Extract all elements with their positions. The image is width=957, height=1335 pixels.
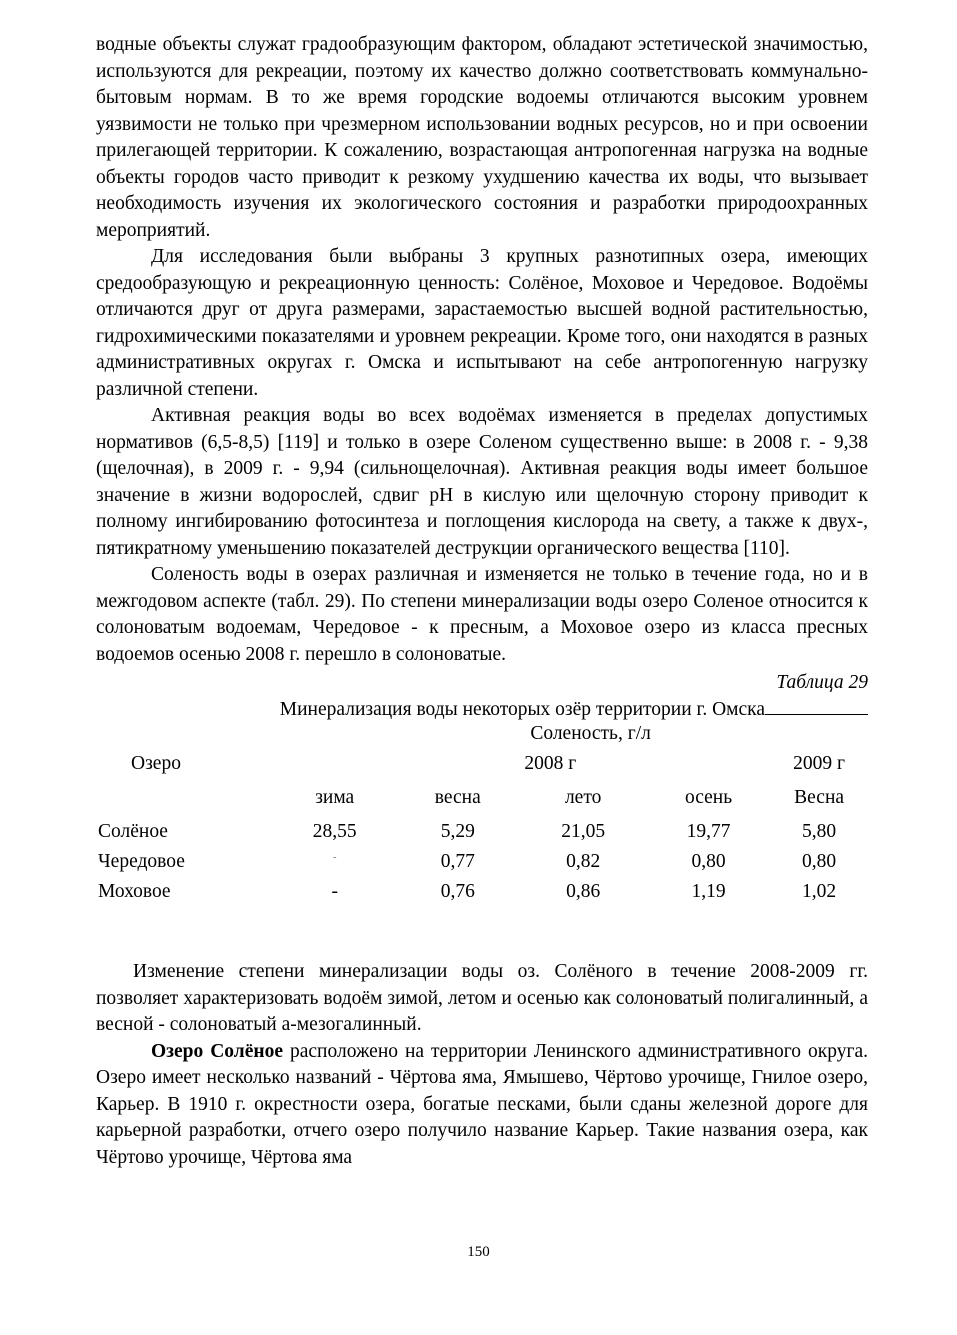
table-cell: - — [332, 851, 337, 863]
table-cell: 0,86 — [566, 881, 601, 902]
table-cell: 5,80 — [802, 821, 837, 842]
table-title-text: Минерализация воды некоторых озёр территории г. Омска — [279, 699, 765, 720]
table-caption: Таблица 29 — [776, 672, 868, 693]
paragraph-3: Активная реакция воды во всех водоёмах изменяется в пределах допустимых нормативов (6,5-8,5) [119] и только в озере Соленом существенно выше: в 2008 г. - 9,38 (щелочная), в 2009 г. - 9,94 (сильнощелочная). Активная реакция воды имеет большое значение в жизни водорослей, сдвиг pH в кислую или щелочную сторону приводит к полному ингибированию фотосинтеза и поглощения кислорода на свету, а также к двух-, пятикратному уменьшению показателей деструкции органического вещества [110]. — [96, 405, 868, 559]
table-cell: 0,76 — [440, 881, 475, 902]
salinity-header: Соленость, г/л — [530, 723, 651, 744]
table-cell: 0,77 — [440, 851, 475, 872]
table-row — [96, 881, 868, 911]
table-row — [96, 821, 868, 851]
page-number: 150 — [467, 1244, 490, 1260]
title-underline — [765, 696, 868, 715]
lake-name: Чередовое — [98, 851, 185, 872]
table-cell: 19,77 — [686, 821, 731, 842]
table-cell: 0,80 — [802, 851, 837, 872]
paragraph-5: Изменение степени минерализации воды оз. Солёного в течение 2008-2009 гг. позволяет характеризовать водоём зимой, летом и осенью как солоноватый полигалинный, а весной - солоноватый а-мезогалинный. — [96, 961, 868, 1035]
paragraph-6 — [96, 1039, 868, 1172]
lake-name: Солёное — [98, 821, 168, 842]
season-header: Весна — [794, 787, 845, 808]
season-header: осень — [685, 787, 733, 808]
document-page — [96, 32, 868, 1171]
year-2009-header: 2009 г — [793, 753, 846, 774]
table-row — [96, 851, 868, 881]
table-cell: 1,02 — [802, 881, 837, 902]
lake-column-header: Озеро — [131, 753, 181, 774]
paragraph-2: Для исследования были выбраны 3 крупных разнотипных озера, имеющих средообразующую и рекреационную ценность: Солёное, Моховое и Чередовое. Водоёмы отличаются друг от друга размерами, зарастаемостью высшей водной растительностью, гидрохимическими показателями и уровнем рекреации. Кроме того, они находятся в разных административных округах г. Омска и испытывают на себе антропогенную нагрузку различной степени. — [96, 246, 868, 400]
year-2008-header: 2008 г — [524, 753, 577, 774]
lake-heading-bold: Озеро Солёное — [151, 1040, 284, 1062]
paragraph-4: Соленость воды в озерах различная и изменяется не только в течение года, но и в межгодовом аспекте (табл. 29). По степени минерализации воды озеро Соленое относится к солоноватым водоемам, Чередовое - к пресным, а Моховое озеро из класса пресных водоемов осенью 2008 г. перешло в солоноватые. — [96, 564, 868, 665]
table-cell: 5,29 — [440, 821, 475, 842]
table-title — [96, 696, 868, 723]
table-cell: 0,82 — [566, 851, 601, 872]
table-cell: 0,80 — [691, 851, 726, 872]
table-cell: - — [331, 881, 338, 902]
mineralization-table — [96, 723, 868, 911]
paragraph-6-text: расположено на территории Ленинского административного округа. Озеро имеет несколько названий - Чёртова яма, Ямышево, Чёртово урочище, Гнилое озеро, Карьер. В 1910 г. окрестности озера, богатые песками, были сданы железной дороге для карьерной разработки, отчего озеро получило название Карьер. Такие названия озера, как Чёртово урочище, Чёртова яма — [96, 1040, 868, 1168]
season-header: лето — [564, 787, 602, 808]
lake-name: Моховое — [98, 881, 171, 902]
table-cell: 21,05 — [561, 821, 606, 842]
paragraph-1: водные объекты служат градообразующим фактором, обладают эстетической значимостью, используются для рекреации, поэтому их качество должно соответствовать коммунально-бытовым нормам. В то же время городские водоемы отличаются высоким уровнем уязвимости не только при чрезмерном использовании водных ресурсов, но и при освоении прилегающей территории. К сожалению, возрастающая антропогенная нагрузка на водные объекты городов часто приводит к резкому ухудшению качества их воды, что вызывает необходимость изучения их экологического состояния и разработки природоохранных мероприятий. — [96, 34, 868, 241]
table-cell: 28,55 — [312, 821, 357, 842]
table-cell: 1,19 — [691, 881, 726, 902]
season-header: весна — [434, 787, 481, 808]
season-header: зима — [315, 787, 355, 808]
